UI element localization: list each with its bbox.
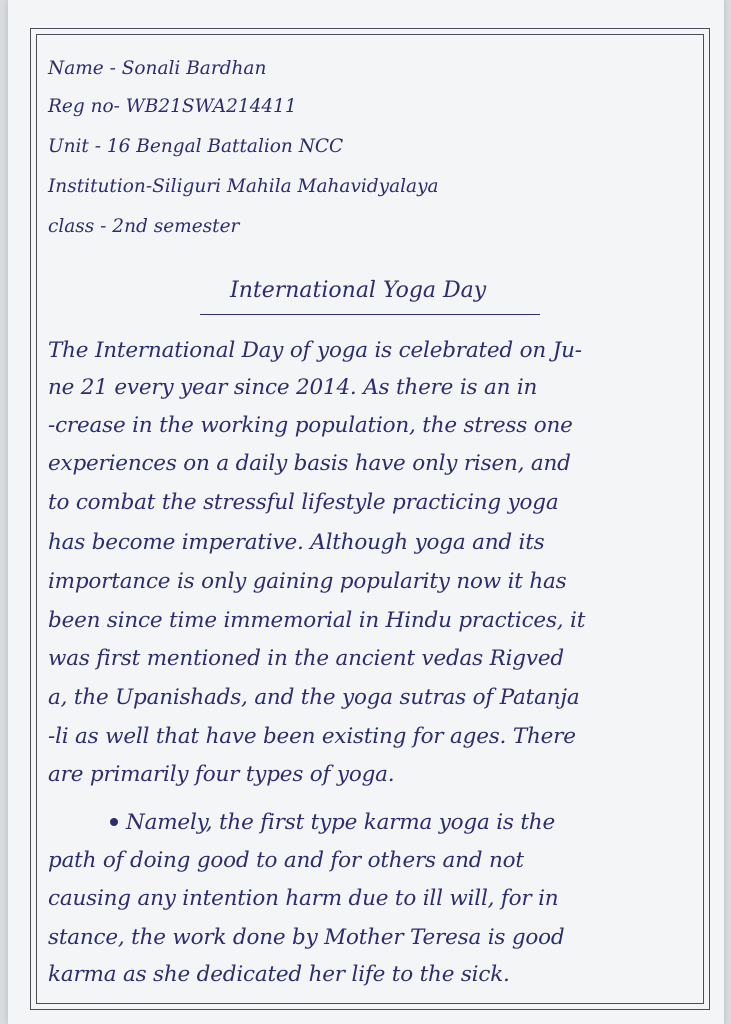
- name-line: Name - Sonali Bardhan: [48, 58, 267, 79]
- body-line: Namely, the first type karma yoga is the: [126, 810, 555, 835]
- class-line: class - 2nd semester: [48, 216, 240, 237]
- body-line: karma as she dedicated her life to the sick.: [48, 962, 510, 987]
- body-line: stance, the work done by Mother Teresa is good: [48, 925, 565, 950]
- essay-title: International Yoga Day: [230, 278, 487, 303]
- institution-line: Institution-Siliguri Mahila Mahavidyalaya: [48, 176, 439, 197]
- body-line: -crease in the working population, the stress one: [48, 413, 573, 438]
- unit-line: Unit - 16 Bengal Battalion NCC: [48, 136, 344, 157]
- body-line: importance is only gaining popularity now it has: [48, 569, 567, 594]
- body-line: been since time immemorial in Hindu practices, it: [48, 608, 586, 633]
- bullet-icon: [110, 818, 118, 826]
- body-line: experiences on a daily basis have only risen, and: [48, 451, 571, 476]
- title-underline: [200, 314, 540, 315]
- body-line: path of doing good to and for others and not: [48, 848, 524, 873]
- reg-no-line: Reg no- WB21SWA214411: [48, 96, 297, 117]
- body-line: are primarily four types of yoga.: [48, 762, 395, 787]
- body-line: ne 21 every year since 2014. As there is an in: [48, 375, 538, 400]
- notebook-page: [8, 0, 724, 1024]
- body-line: causing any intention harm due to ill will, for in: [48, 886, 559, 911]
- bullet-paragraph-first-line: [38, 810, 555, 835]
- body-line: a, the Upanishads, and the yoga sutras of Patanja: [48, 685, 580, 710]
- body-line: The International Day of yoga is celebrated on Ju-: [48, 338, 582, 363]
- body-line: has become imperative. Although yoga and its: [48, 530, 545, 555]
- body-line: -li as well that have been existing for ages. There: [48, 724, 576, 749]
- body-line: was first mentioned in the ancient vedas Rigved: [48, 646, 564, 671]
- body-line: to combat the stressful lifestyle practicing yoga: [48, 490, 559, 515]
